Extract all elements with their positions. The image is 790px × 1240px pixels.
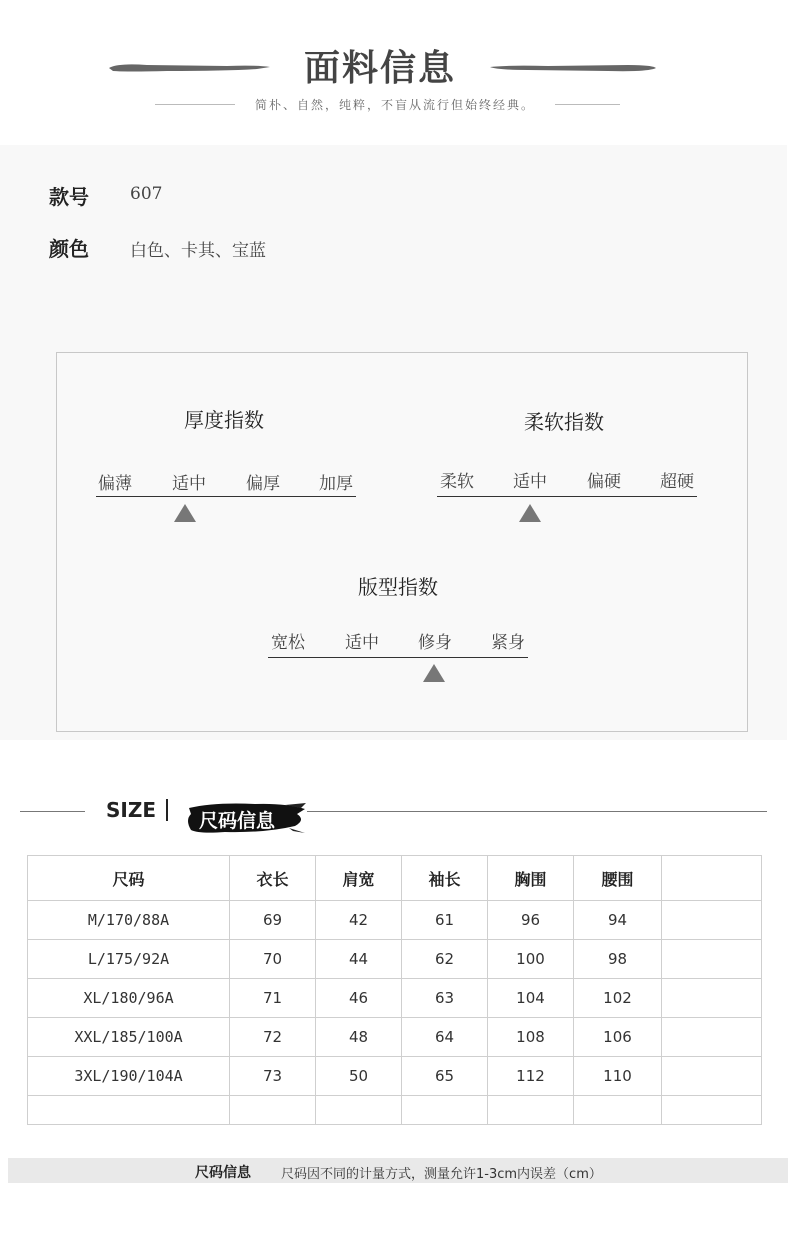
table-cell: 44 [316,940,402,979]
thickness-option-2: 适中 [172,474,206,494]
subtitle-rule-right [555,104,620,105]
footer-note: 尺码因不同的计量方式，测量允许1-3cm内误差（cm） [281,1167,602,1182]
fit-option-3: 修身 [418,633,452,653]
table-row [28,901,762,940]
softness-option-1: 柔软 [440,472,474,492]
size-name-cell: 3XL/190/104A [28,1057,230,1096]
fit-marker-icon [423,664,445,682]
table-cell: 42 [316,901,402,940]
header-cell: 袖长 [402,856,488,901]
header-cell: 肩宽 [316,856,402,901]
size-rule-right [307,811,767,812]
size-table-header [28,856,762,901]
size-heading: SIZE [106,798,157,822]
table-cell: 61 [402,901,488,940]
table-cell: 102 [574,979,662,1018]
softness-option-4: 超硬 [660,472,694,492]
thickness-index-title: 厚度指数 [184,408,264,432]
table-cell [574,1096,662,1125]
table-cell: 71 [230,979,316,1018]
thickness-option-4: 加厚 [319,474,353,494]
table-row [28,940,762,979]
footer-title: 尺码信息 [195,1165,251,1181]
table-cell: 112 [488,1057,574,1096]
size-rule-left [20,811,85,812]
header-cell: 尺码 [28,856,230,901]
page-subtitle: 简朴、自然，纯粹，不盲从流行但始终经典。 [254,98,535,112]
table-cell: 98 [574,940,662,979]
table-cell: 70 [230,940,316,979]
table-row [28,1096,762,1125]
table-cell: 73 [230,1057,316,1096]
table-cell [662,1018,762,1057]
fit-option-4: 紧身 [491,633,525,653]
size-info-badge: 尺码信息 [199,810,276,832]
size-name-cell [28,1096,230,1125]
table-cell [662,940,762,979]
fabric-index-box [56,352,748,732]
table-row [28,1057,762,1096]
fit-scale-line [268,657,528,658]
table-cell: 63 [402,979,488,1018]
table-cell: 64 [402,1018,488,1057]
thickness-scale-line [96,496,356,497]
table-cell: 100 [488,940,574,979]
softness-option-2: 适中 [513,472,547,492]
fit-index-title: 版型指数 [358,575,438,599]
fit-option-1: 宽松 [271,633,305,653]
table-cell: 48 [316,1018,402,1057]
table-cell: 108 [488,1018,574,1057]
size-name-cell: M/170/88A [28,901,230,940]
size-table [27,855,762,1125]
brush-stroke-left [107,62,272,74]
table-cell: 65 [402,1057,488,1096]
table-cell: 104 [488,979,574,1018]
header-cell [662,856,762,901]
table-row [28,979,762,1018]
header-cell: 衣长 [230,856,316,901]
table-cell: 96 [488,901,574,940]
softness-scale-line [437,496,697,497]
softness-index-title: 柔软指数 [524,410,604,434]
header-cell: 胸围 [488,856,574,901]
table-cell [662,1096,762,1125]
header-cell: 腰围 [574,856,662,901]
thickness-option-1: 偏薄 [98,474,132,494]
table-cell [662,1057,762,1096]
table-cell: 62 [402,940,488,979]
fit-option-2: 适中 [345,633,379,653]
table-cell [662,979,762,1018]
style-number-label: 款号 [49,185,89,209]
page-title: 面料信息 [303,47,456,89]
softness-marker-icon [519,504,541,522]
size-name-cell: XXL/185/100A [28,1018,230,1057]
table-cell: 50 [316,1057,402,1096]
subtitle-rule-left [155,104,235,105]
table-cell [662,901,762,940]
table-cell [316,1096,402,1125]
table-cell: 106 [574,1018,662,1057]
table-cell [230,1096,316,1125]
table-cell [488,1096,574,1125]
table-row [28,1018,762,1057]
size-name-cell: XL/180/96A [28,979,230,1018]
brush-stroke-right [488,62,658,74]
thickness-marker-icon [174,504,196,522]
size-divider [166,799,168,821]
thickness-option-3: 偏厚 [246,474,280,494]
style-number-value: 607 [130,184,163,204]
color-value: 白色、卡其、宝蓝 [130,241,266,261]
size-name-cell: L/175/92A [28,940,230,979]
softness-option-3: 偏硬 [587,472,621,492]
table-cell: 94 [574,901,662,940]
color-label: 颜色 [49,237,89,261]
table-cell: 46 [316,979,402,1018]
table-cell [402,1096,488,1125]
table-cell: 110 [574,1057,662,1096]
table-cell: 69 [230,901,316,940]
table-cell: 72 [230,1018,316,1057]
